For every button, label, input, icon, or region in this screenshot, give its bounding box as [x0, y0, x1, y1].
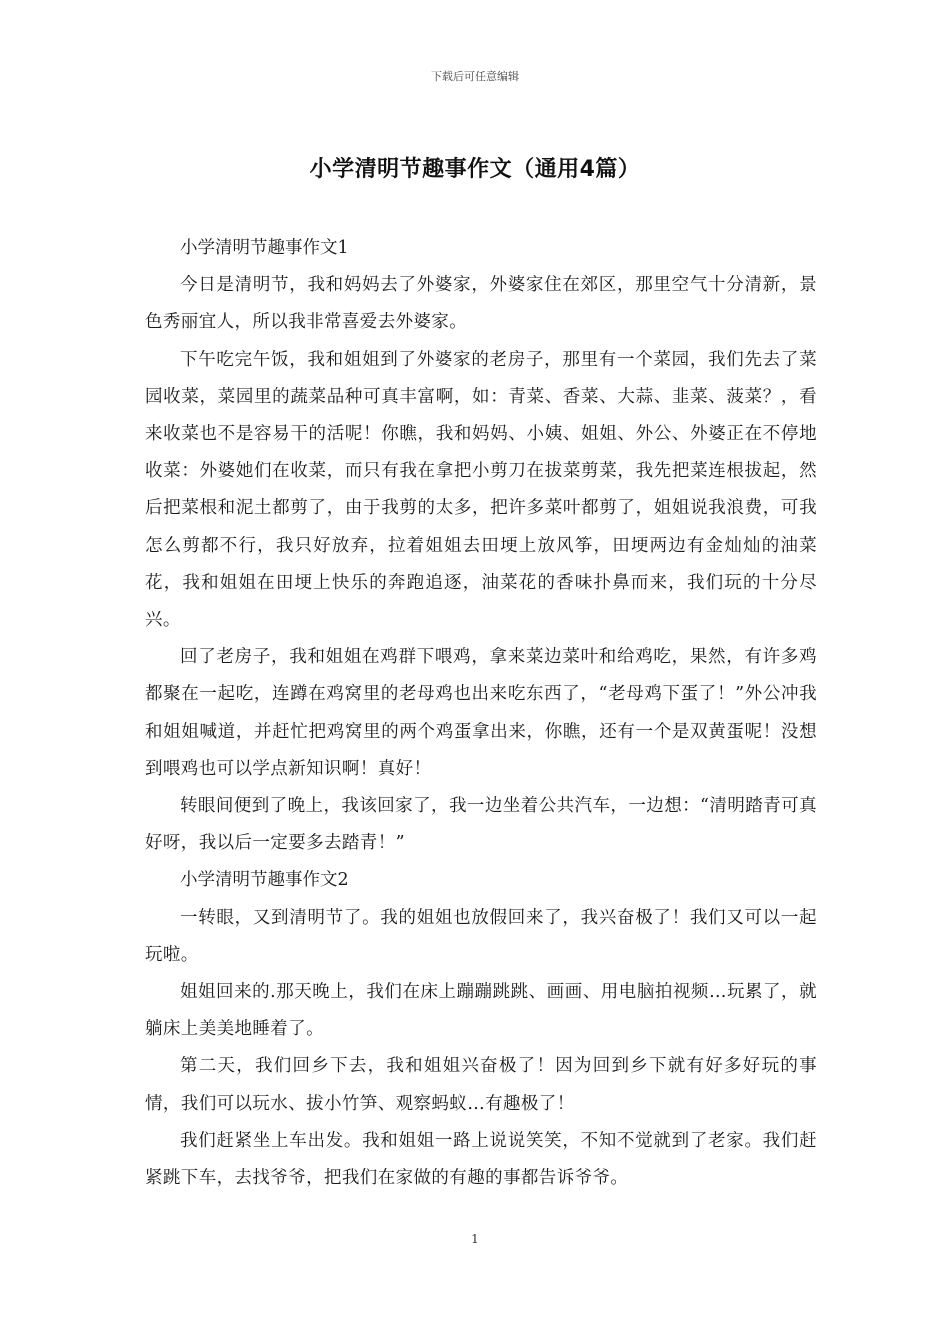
- document-body: [145, 230, 817, 1197]
- paragraph: 姐姐回来的.那天晚上，我们在床上蹦蹦跳跳、画画、用电脑拍视频…玩累了，就躺床上美美地睡着了。: [145, 982, 817, 1040]
- paragraph: 今日是清明节，我和妈妈去了外婆家，外婆家住在郊区，那里空气十分清新，景色秀丽宜人，所以我非常喜爱去外婆家。: [145, 275, 817, 333]
- section-subhead-1: 小学清明节趣事作文1: [180, 238, 349, 258]
- paragraph: 一转眼，又到清明节了。我的姐姐也放假回来了，我兴奋极了！我们又可以一起玩啦。: [145, 907, 817, 965]
- section-subhead-2: 小学清明节趣事作文2: [180, 870, 349, 891]
- paragraph: 我们赶紧坐上车出发。我和姐姐一路上说说笑笑，不知不觉就到了老家。我们赶紧跳下车，去找爷爷，把我们在家做的有趣的事都告诉爷爷。: [145, 1130, 817, 1189]
- paragraph: 回了老房子，我和姐姐在鸡群下喂鸡，拿来菜边菜叶和给鸡吃，果然，有许多鸡都聚在一起吃，连蹲在鸡窝里的老母鸡也出来吃东西了，“老母鸡下蛋了！”外公冲我和姐姐喊道，并赶忙把鸡窝里的两个鸡蛋拿出来，你瞧，还有一个是双黄蛋呢！没想到喂鸡也可以学点新知识啊！真好！: [145, 647, 817, 779]
- document-title: 小学清明节趣事作文（通用4篇）: [309, 157, 641, 182]
- page-number: 1: [471, 1232, 479, 1246]
- paragraph: 下午吃完午饭，我和姐姐到了外婆家的老房子，那里有一个菜园，我们先去了菜园收菜，菜园里的蔬菜品种可真丰富啊，如：青菜、香菜、大蒜、韭菜、菠菜？，看来收菜也不是容易干的活呢！你瞧，我和妈妈、小姨、姐姐、外公、外婆正在不停地收菜：外婆她们在收菜，而只有我在拿把小剪刀在拔菜剪菜，我先把菜连根拔起，然后把菜根和泥土都剪了，由于我剪的太多，把许多菜叶都剪了，姐姐说我浪费，可我怎么剪都不行，我只好放弃，拉着姐姐去田埂上放风筝，田埂两边有金灿灿的油菜花，我和姐姐在田埂上快乐的奔跑追逐，油菜花的香味扑鼻而来，我们玩的十分尽兴。: [145, 349, 817, 631]
- paragraph: 第二天，我们回乡下去，我和姐姐兴奋极了！因为回到乡下就有好多好玩的事情，我们可以玩水、拔小竹笋、观察蚂蚁…有趣极了！: [145, 1056, 817, 1114]
- header-note: 下载后可任意编辑: [431, 70, 519, 83]
- paragraph: 转眼间便到了晚上，我该回家了，我一边坐着公共汽车，一边想：“清明踏青可真好呀，我以后一定要多去踏青！”: [145, 796, 817, 854]
